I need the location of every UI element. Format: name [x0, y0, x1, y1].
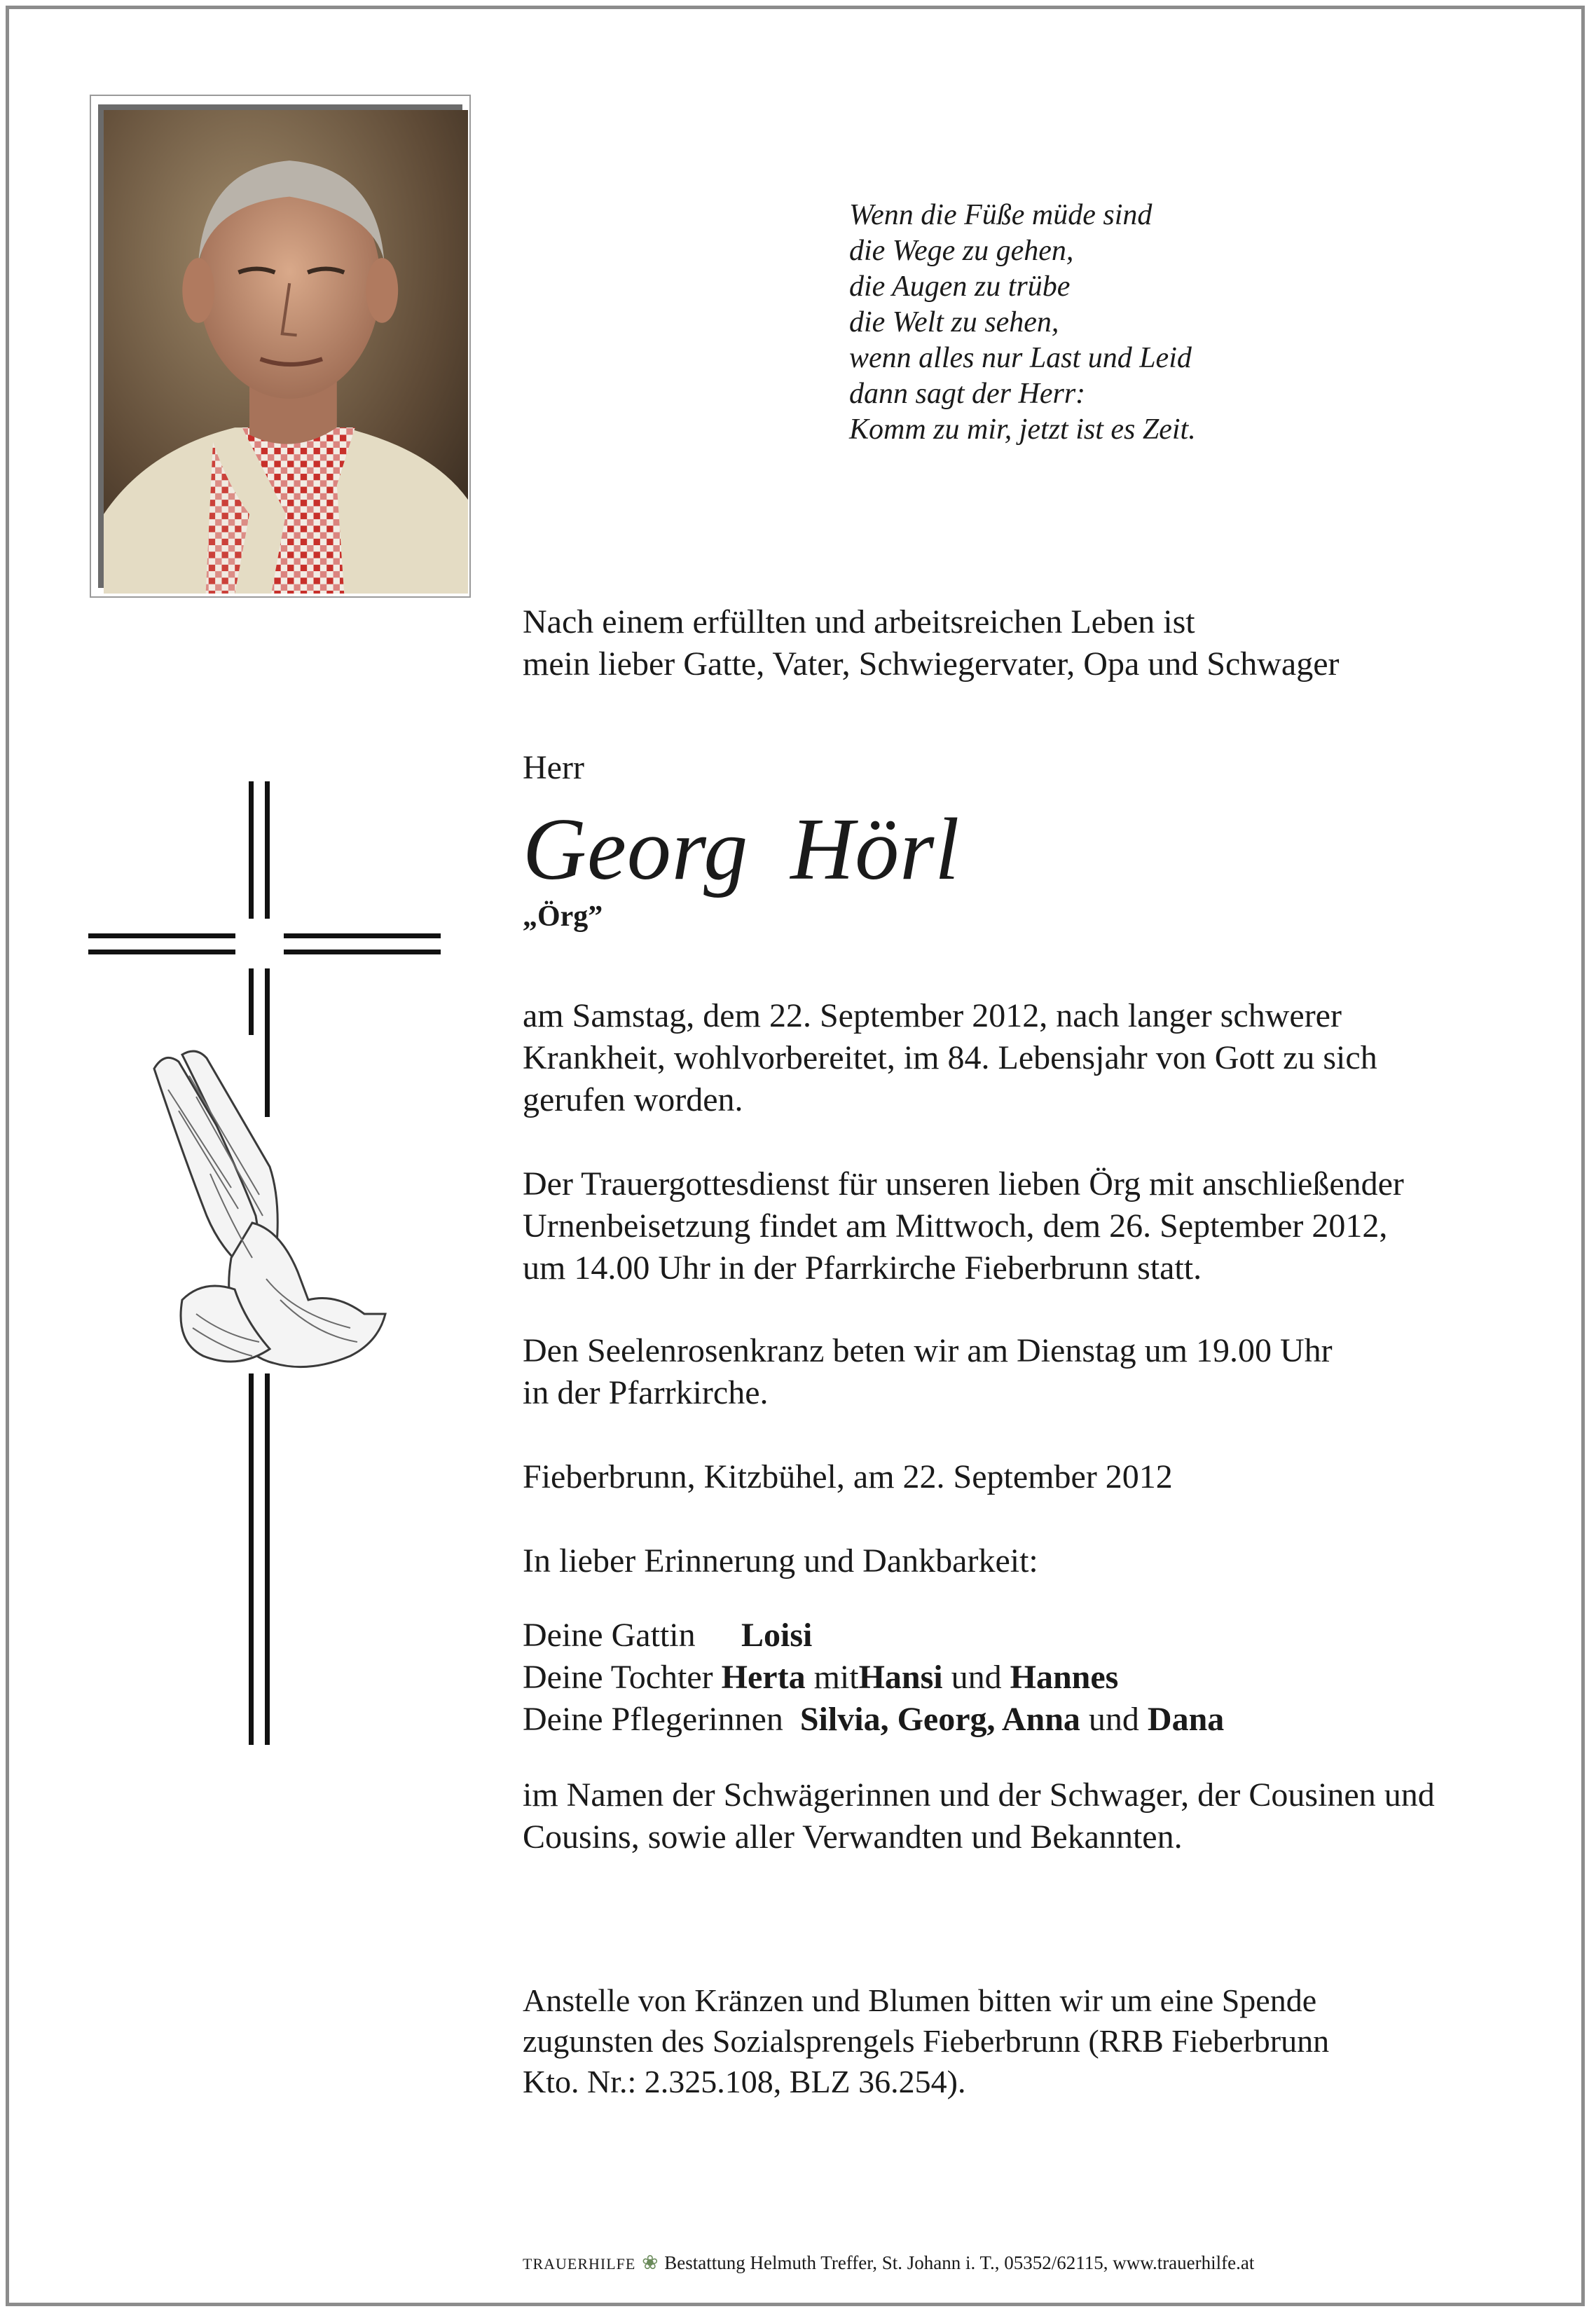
- leaf-icon: ❀: [642, 2252, 659, 2274]
- donation-line: Kto. Nr.: 2.325.108, BLZ 36.254).: [523, 2064, 966, 2099]
- donation-line: zugunsten des Sozialsprengels Fieberbrunn (RRB Fieberbrunn: [523, 2023, 1330, 2059]
- footer: [523, 2251, 1254, 2275]
- mourners-list: [523, 1615, 1224, 1741]
- poem-line: Komm zu mir, jetzt ist es Zeit.: [849, 413, 1196, 446]
- donation-request: [523, 1980, 1329, 2102]
- wife-name: Loisi: [741, 1617, 813, 1654]
- son-in-law-name: Hansi: [858, 1659, 943, 1696]
- footer-text: Bestattung Helmuth Treffer, St. Johann i. T., 05352/62115, www.trauerhilfe.at: [664, 2252, 1255, 2273]
- funeral-line: um 14.00 Uhr in der Pfarrkirche Fieberbrunn statt.: [523, 1249, 1202, 1287]
- behalf-text: [523, 1774, 1435, 1858]
- mourner-row-wife: [523, 1615, 1224, 1657]
- intro-line: mein lieber Gatte, Vater, Schwiegervater, Opa und Schwager: [523, 645, 1340, 683]
- rosary-line: in der Pfarrkirche.: [523, 1374, 769, 1411]
- memory-line: In lieber Erinnerung und Dankbarkeit:: [523, 1542, 1038, 1580]
- donation-line: Anstelle von Kränzen und Blumen bitten wir um eine Spende: [523, 1982, 1317, 2018]
- praying-hands-icon: [140, 1048, 399, 1377]
- mourner-row-carers: [523, 1699, 1224, 1741]
- poem-line: die Welt zu sehen,: [849, 306, 1059, 338]
- behalf-line: im Namen der Schwägerinnen und der Schwager, der Cousinen und: [523, 1776, 1435, 1814]
- funeral-line: Der Trauergottesdienst für unseren lieben Örg mit anschließender: [523, 1165, 1404, 1202]
- and-word: und: [951, 1659, 1002, 1696]
- deceased-name: [523, 797, 960, 903]
- intro-text: [523, 601, 1340, 685]
- mourner-row-daughter: [523, 1657, 1224, 1699]
- behalf-line: Cousins, sowie aller Verwandten und Bekannten.: [523, 1818, 1183, 1856]
- death-notice: [523, 995, 1377, 1121]
- poem: [849, 198, 1196, 448]
- death-line: Krankheit, wohlvorbereitet, im 84. Lebensjahr von Gott zu sich: [523, 1039, 1377, 1076]
- footer-brand: TRAUERHILFE: [523, 2255, 636, 2273]
- portrait-photo: [104, 110, 468, 594]
- place-date: Fieberbrunn, Kitzbühel, am 22. September 2012: [523, 1458, 1173, 1495]
- nickname: „Örg”: [523, 900, 603, 933]
- carers-label: Deine Pflegerinnen: [523, 1701, 783, 1738]
- portrait-mat: [98, 104, 462, 588]
- rosary-line: Den Seelenrosenkranz beten wir am Dienstag um 19.00 Uhr: [523, 1332, 1333, 1369]
- poem-line: Wenn die Füße müde sind: [849, 199, 1153, 231]
- daughter-label: Deine Tochter: [523, 1659, 713, 1696]
- poem-line: die Wege zu gehen,: [849, 235, 1074, 267]
- portrait-frame: [90, 95, 471, 598]
- carer-last-name: Dana: [1147, 1701, 1225, 1738]
- death-line: gerufen worden.: [523, 1081, 743, 1118]
- last-name: Hörl: [790, 801, 961, 898]
- salutation: Herr: [523, 749, 584, 786]
- funeral-info: [523, 1163, 1404, 1289]
- death-line: am Samstag, dem 22. September 2012, nach langer schwerer: [523, 997, 1342, 1034]
- wife-label: Deine Gattin: [523, 1617, 696, 1654]
- daughter-name: Herta: [721, 1659, 806, 1696]
- grandson-name: Hannes: [1010, 1659, 1119, 1696]
- poem-line: die Augen zu trübe: [849, 270, 1071, 303]
- first-name: Georg: [523, 801, 749, 898]
- with-word: mit: [813, 1659, 859, 1696]
- carers-names: Silvia, Georg, Anna: [799, 1701, 1080, 1738]
- rosary-info: [523, 1330, 1333, 1414]
- poem-line: dann sagt der Herr:: [849, 378, 1086, 410]
- funeral-line: Urnenbeisetzung findet am Mittwoch, dem 26. September 2012,: [523, 1207, 1388, 1245]
- and-word: und: [1088, 1701, 1139, 1738]
- poem-line: wenn alles nur Last und Leid: [849, 342, 1192, 374]
- intro-line: Nach einem erfüllten und arbeitsreichen Leben ist: [523, 603, 1195, 640]
